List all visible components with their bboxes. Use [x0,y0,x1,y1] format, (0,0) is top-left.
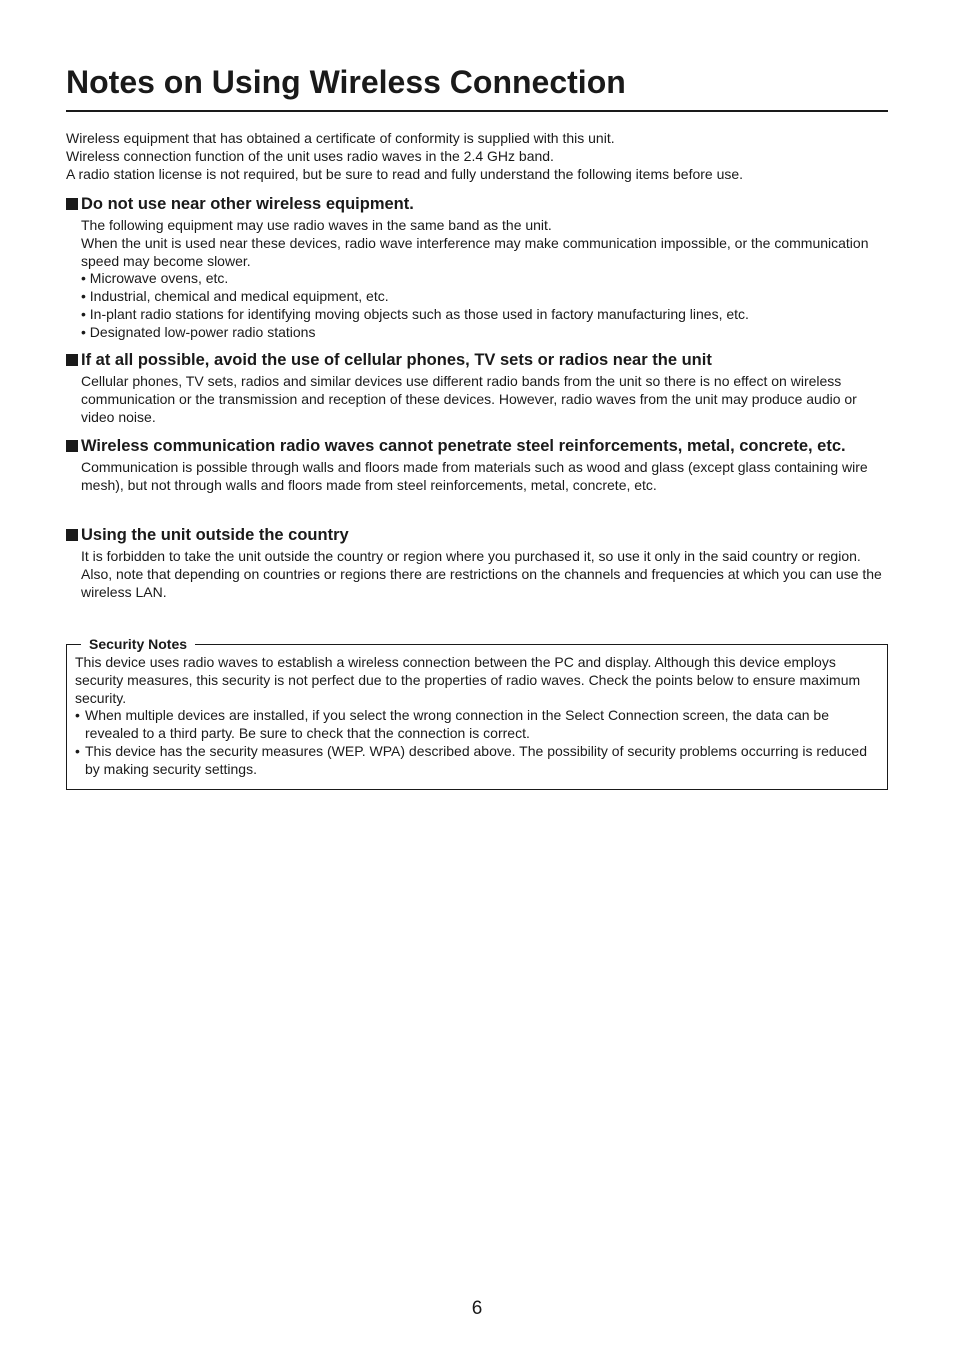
section-heading [66,436,888,457]
section-paragraph: The following equipment may use radio waves in the same band as the unit. [81,217,552,233]
title-divider [66,110,888,112]
list-item: • Microwave ovens, etc. [81,270,229,287]
section-outside-country [66,525,888,601]
section-paragraph: It is forbidden to take the unit outside the country or region where you purchased it, so use it only in the said country or region. Also, note that depending on countries or regions there are restrictions on the channels and frequencies at which you can use the wireless LAN. [81,548,882,600]
intro-line: Wireless equipment that has obtained a certificate of conformity is supplied with this unit. [66,130,615,146]
square-bullet-icon [66,529,78,541]
section-heading-text: If at all possible, avoid the use of cellular phones, TV sets or radios near the unit [81,351,712,369]
page-number: 6 [471,1298,483,1319]
intro-line: Wireless connection function of the unit uses radio waves in the 2.4 GHz band. [66,147,554,164]
security-notes-legend: Security Notes [81,636,195,653]
section-heading-text: Do not use near other wireless equipment. [81,195,414,213]
section-body [66,459,888,495]
section-body [66,373,888,426]
square-bullet-icon [66,440,78,452]
intro-text [66,130,888,183]
section-heading [66,350,888,371]
intro-line: A radio station license is not required, but be sure to read and fully understand the following items before use. [66,165,744,182]
list-item: • Industrial, chemical and medical equipment, etc. [81,288,389,305]
list-item: • When multiple devices are installed, if you select the wrong connection in the Select Connection screen, the data can be revealed to a third party. Be sure to check that the connection is correct. [75,707,871,743]
section-body [66,217,888,342]
security-notes-text: This device uses radio waves to establish a wireless connection between the PC and display. Although this device employs security measures, this security is not perfect due to the properties of radio waves. Check the points below to ensure maximum security. [75,654,861,706]
section-paragraph: Cellular phones, TV sets, radios and similar devices use different radio bands from the unit so there is no effect on wireless communication or the transmission and reception of these devices. However, radio waves from the unit may produce audio or video noise. [81,373,857,425]
section-body [66,548,888,601]
square-bullet-icon [66,354,78,366]
section-radio-waves-penetration [66,436,888,495]
square-bullet-icon [66,198,78,210]
section-heading-text: Using the unit outside the country [81,526,349,544]
section-avoid-cellular-tv-radio [66,350,888,426]
page-title: Notes on Using Wireless Connection [66,64,626,100]
list-item: • Designated low-power radio stations [81,323,316,340]
security-notes-box [66,636,888,790]
section-other-wireless-equipment [66,194,888,342]
section-paragraph: Communication is possible through walls and floors made from materials such as wood and glass (except glass containing wire mesh), but not through walls and floors made from steel reinforcements, metal, concrete, etc. [81,459,868,493]
section-heading [66,525,888,546]
section-paragraph: When the unit is used near these devices, radio wave interference may make communication impossible, or the communication speed may become slower. [81,234,869,269]
equipment-list [81,270,888,341]
list-item: • In-plant radio stations for identifying moving objects such as those used in factory manufacturing lines, etc. [81,305,749,322]
security-notes-list [75,707,871,778]
security-notes-content [75,654,871,779]
section-heading [66,194,888,215]
list-item: • This device has the security measures (WEP. WPA) described above. The possibility of security problems occurring is reduced by making security settings. [75,743,871,779]
section-heading-text: Wireless communication radio waves cannot penetrate steel reinforcements, metal, concrete, etc. [81,437,846,455]
